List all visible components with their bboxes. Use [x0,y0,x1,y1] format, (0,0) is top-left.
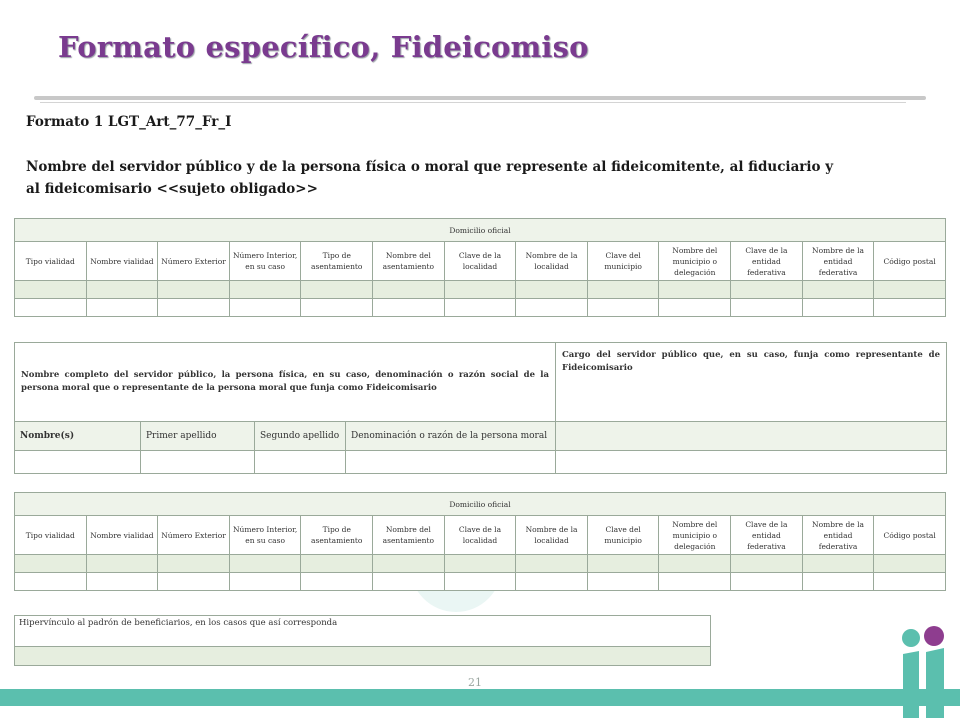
col-header: Código postal [874,242,946,281]
col-header: Clave de la localidad [444,242,516,281]
cargo-cell [556,422,947,451]
col-header: Nombre del asentamiento [373,516,445,555]
col-header: Nombre del municipio o delegación [659,242,731,281]
col-header: Clave del municipio [587,242,659,281]
col-header: Nombre de la localidad [516,242,588,281]
domicilio-header: Domicilio oficial [15,493,946,516]
title-rule [34,96,926,100]
domicilio-header: Domicilio oficial [15,219,946,242]
col-header: Número Exterior [158,242,230,281]
col-header: Clave de la entidad federativa [731,242,803,281]
format-code: Formato 1 LGT_Art_77_Fr_I [26,114,232,130]
servidor-table [14,342,947,474]
table-row [15,573,946,591]
col-header: Nombre de la entidad federativa [802,242,874,281]
col-header: Clave de la localidad [444,516,516,555]
col-header-denominacion: Denominación o razón de la persona moral [346,422,556,451]
col-header: Número Interior, en su caso [229,516,301,555]
page-title: Formato específico, Fideicomiso [58,30,589,64]
logo-icon [898,624,948,720]
title-rule-thin [40,102,906,103]
hipervinculo-table [14,615,711,666]
col-header-primer-apellido: Primer apellido [141,422,255,451]
domicilio-table-1 [14,218,946,317]
col-header: Tipo vialidad [15,242,87,281]
table-row [15,299,946,317]
table-row [15,281,946,299]
col-header: Tipo de asentamiento [301,516,373,555]
page-number: 21 [468,676,482,689]
col-header: Clave del municipio [587,516,659,555]
col-header: Nombre del municipio o delegación [659,516,731,555]
col-header: Clave de la entidad federativa [731,516,803,555]
cargo-header: Cargo del servidor público que, en su caso, funja como representante de Fideicomisario [556,343,947,422]
format-description: Nombre del servidor público y de la persona física o moral que represente al fideicomitente, al fiduciario y al fideicomisario <<sujeto obligado>> [26,159,834,197]
col-header: Nombre de la localidad [516,516,588,555]
col-header: Tipo vialidad [15,516,87,555]
col-header-segundo-apellido: Segundo apellido [255,422,346,451]
domicilio-table-2 [14,492,946,591]
footer-bar [0,689,960,706]
col-header: Nombre vialidad [86,242,158,281]
col-header-nombres: Nombre(s) [15,422,141,451]
col-header: Número Exterior [158,516,230,555]
col-header: Nombre del asentamiento [373,242,445,281]
hipervinculo-value [15,647,711,666]
col-header: Número Interior, en su caso [229,242,301,281]
col-header: Nombre de la entidad federativa [802,516,874,555]
hipervinculo-label: Hipervínculo al padrón de beneficiarios, en los casos que así corresponda [15,616,711,647]
table-row [15,555,946,573]
table-row [15,451,947,474]
col-header: Nombre vialidad [86,516,158,555]
servidor-name-header: Nombre completo del servidor público, la persona física, en su caso, denominación o razón social de la persona moral que o representante de la persona moral que funja como Fideicomisario [15,343,556,422]
col-header: Código postal [874,516,946,555]
col-header: Tipo de asentamiento [301,242,373,281]
